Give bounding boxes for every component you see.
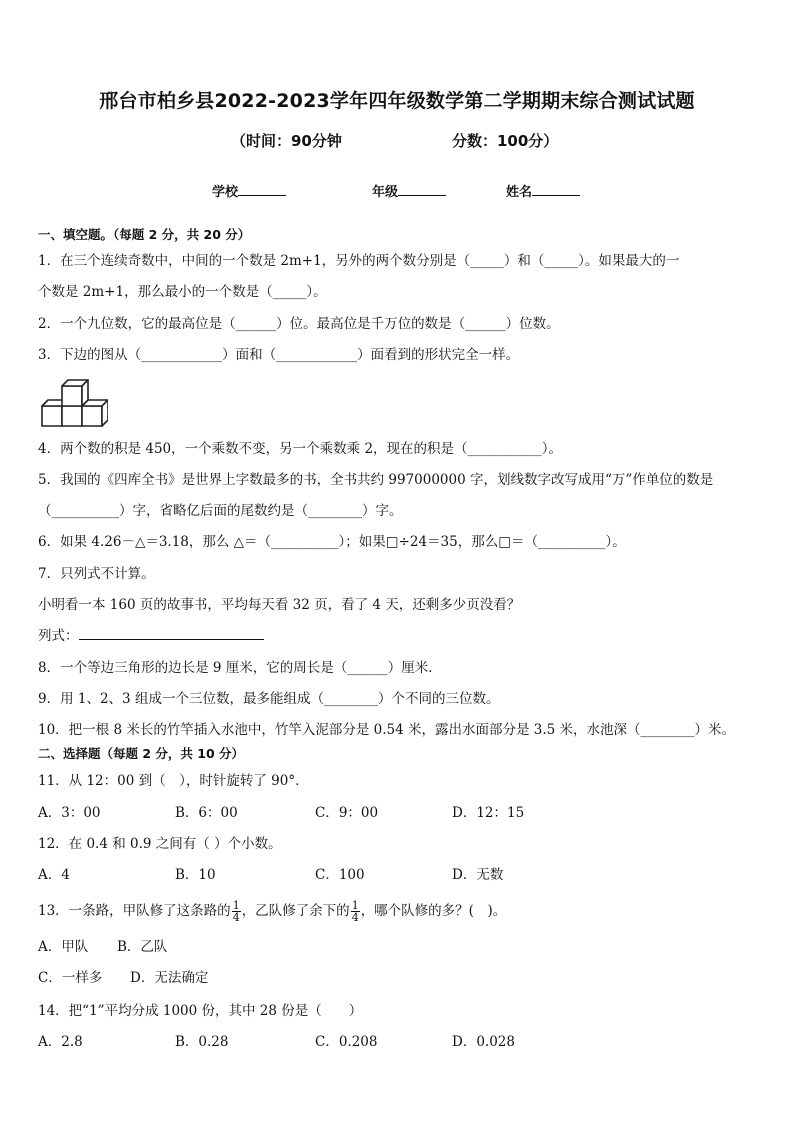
- fraction-denominator: 4: [351, 911, 359, 924]
- section-choice-heading: 二、选择题（每题 2 分，共 10 分）: [38, 746, 245, 761]
- name-field: [506, 181, 580, 200]
- question-8: 8．一个等边三角形的边长是 9 厘米，它的周长是（______）厘米．: [38, 660, 442, 676]
- cube-face: [82, 406, 102, 426]
- question-1-line-2: 个数是 2m+1，那么最小的一个数是（_____）。: [38, 284, 327, 300]
- question-7-answer: [38, 624, 264, 644]
- answer-label: 列式：: [38, 628, 79, 644]
- question-4: 4．两个数的积是 450，一个乘数不变，另一个乘数乘 2，现在的积是（___________）。: [38, 441, 563, 457]
- question-14: 14．把“1”平均分成 1000 份，其中 28 份是（ ）: [38, 1003, 363, 1019]
- name-label: 姓名: [506, 185, 533, 200]
- exam-score: 分数：100分）: [452, 132, 559, 150]
- question-10: 10．把一根 8 米长的竹竿插入水池中，竹竿入泥部分是 0.54 米，露出水面部分是 3.5 米，水池深（________）米。: [38, 722, 736, 738]
- q14-option-d[interactable]: D．0.028: [452, 1034, 515, 1050]
- section-fill-heading: 一、填空题。（每题 2 分，共 20 分）: [38, 227, 251, 242]
- q14-option-b[interactable]: B．0.28: [175, 1034, 229, 1050]
- name-blank[interactable]: [532, 183, 580, 196]
- q11-option-b[interactable]: B．6：00: [175, 805, 238, 821]
- q13-option-d[interactable]: D．无法确定: [130, 970, 209, 986]
- question-1-line-1: 1．在三个连续奇数中，中间的一个数是 2m+1，另外的两个数分别是（_____）和（_____）。如果最大的一: [38, 253, 680, 269]
- q12-option-b[interactable]: B．10: [175, 867, 216, 883]
- q12-option-c[interactable]: C．100: [315, 867, 365, 883]
- q12-option-a[interactable]: A．4: [38, 867, 70, 883]
- school-field: [212, 181, 286, 200]
- q13-option-a[interactable]: A．甲队: [38, 939, 89, 955]
- q13-text-3: ，哪个队修的多？( )。: [360, 903, 507, 919]
- q14-option-c[interactable]: C．0.208: [315, 1034, 378, 1050]
- fraction-numerator: 1: [232, 899, 240, 912]
- question-2: 2．一个九位数，它的最高位是（______）位。最高位是千万位的数是（______）位数。: [38, 316, 560, 332]
- grade-field: [372, 181, 446, 200]
- school-label: 学校: [212, 185, 239, 200]
- grade-label: 年级: [372, 185, 399, 200]
- question-7-line-2: 小明看一本 160 页的故事书，平均每天看 32 页，看了 4 天，还剩多少页没看？: [38, 597, 521, 613]
- fraction-denominator: 4: [232, 911, 240, 924]
- cube-stack-figure: [40, 376, 108, 430]
- page-title: 邢台市柏乡县2022-2023学年四年级数学第二学期期末综合测试试题: [99, 90, 695, 112]
- question-13: [38, 899, 506, 923]
- school-blank[interactable]: [238, 183, 286, 196]
- question-9: 9．用 1、2、3 组成一个三位数，最多能组成（________）个不同的三位数。: [38, 691, 500, 707]
- q13-option-c[interactable]: C．一样多: [38, 970, 103, 986]
- q13-text-1: 13．一条路，甲队修了这条路的: [38, 903, 231, 919]
- question-5-line-2: （__________）字，省略亿后面的尾数约是（________）字。: [38, 503, 403, 519]
- question-6: 6．如果 4.26－△＝3.18，那么 △＝（__________）；如果□÷24＝35，那么□＝（__________）。: [38, 534, 626, 550]
- q14-option-a[interactable]: A．2.8: [38, 1034, 83, 1050]
- fraction-one-quarter: [232, 900, 241, 923]
- q11-option-a[interactable]: A．3：00: [38, 805, 101, 821]
- q13-option-b[interactable]: B．乙队: [117, 939, 168, 955]
- answer-blank[interactable]: [79, 625, 264, 640]
- grade-blank[interactable]: [398, 183, 446, 196]
- question-7-line-1: 7．只列式不计算。: [38, 566, 155, 582]
- cube-face: [42, 406, 62, 426]
- question-5-line-1: 5．我国的《四库全书》是世界上字数最多的书，全书共约 997000000 字，划线数字改写成用“万”作单位的数是: [38, 472, 714, 488]
- cube-face: [62, 386, 82, 406]
- exam-time: （时间：90分钟: [231, 132, 342, 150]
- question-12: 12．在 0.4 和 0.9 之间有（ ）个小数。: [38, 836, 282, 852]
- q12-option-d[interactable]: D．无数: [452, 867, 504, 883]
- fraction-one-quarter: [351, 900, 360, 923]
- q11-option-d[interactable]: D．12：15: [452, 805, 525, 821]
- fraction-numerator: 1: [351, 899, 359, 912]
- question-3: 3．下边的图从（____________）面和（____________）面看到的形状完全一样。: [38, 347, 520, 363]
- q13-text-2: ，乙队修了余下的: [241, 903, 350, 919]
- cube-face: [62, 406, 82, 426]
- question-11: 11．从 12：00 到（ ），时针旋转了 90°．: [38, 773, 309, 789]
- q11-option-c[interactable]: C．9：00: [315, 805, 379, 821]
